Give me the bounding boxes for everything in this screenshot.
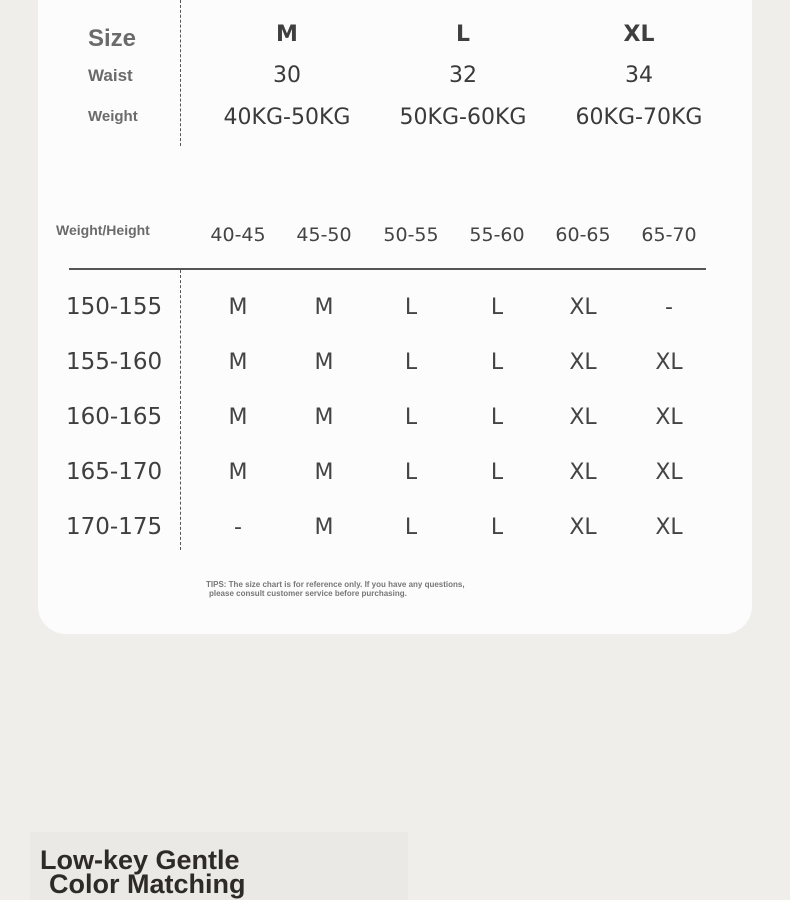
size-header-l: L: [455, 22, 471, 47]
recommended-size-cell: XL: [655, 460, 683, 485]
recommended-size-cell: L: [404, 460, 418, 485]
recommended-size-cell: L: [490, 515, 504, 540]
waist-value: 32: [449, 63, 477, 88]
weight-value: 50KG-60KG: [399, 105, 527, 130]
size-header-xl: XL: [623, 22, 655, 47]
waist-label: Waist: [88, 66, 133, 85]
recommended-size-cell: XL: [569, 295, 597, 320]
recommended-size-cell: M: [228, 295, 248, 320]
fit-table-divider: [180, 270, 181, 550]
recommended-size-cell: L: [404, 350, 418, 375]
recommended-size-cell: L: [404, 295, 418, 320]
recommended-size-cell: M: [228, 460, 248, 485]
waist-value: 30: [273, 63, 301, 88]
recommended-size-cell: M: [228, 405, 248, 430]
recommended-size-cell: -: [665, 295, 673, 320]
height-range-label: 155-160: [66, 349, 163, 375]
recommended-size-cell: L: [490, 295, 504, 320]
recommended-size-cell: M: [314, 515, 334, 540]
weight-height-label: Weight/Height: [56, 222, 150, 238]
recommended-size-cell: M: [314, 295, 334, 320]
weight-range-header: 55-60: [469, 224, 525, 246]
weight-range-header: 65-70: [641, 224, 697, 246]
height-range-label: 150-155: [66, 294, 163, 320]
recommended-size-cell: M: [314, 350, 334, 375]
size-table-divider: [180, 0, 181, 146]
recommended-size-cell: XL: [569, 515, 597, 540]
waist-value: 34: [625, 63, 653, 88]
weight-value: 40KG-50KG: [223, 105, 351, 130]
section-heading-line: Low-key Gentle: [40, 845, 240, 875]
weight-range-header: 45-50: [296, 224, 352, 246]
tips-note: [206, 581, 465, 598]
recommended-size-cell: XL: [655, 350, 683, 375]
recommended-size-cell: XL: [655, 405, 683, 430]
recommended-size-cell: L: [490, 405, 504, 430]
height-range-label: 165-170: [66, 459, 163, 485]
weight-range-header: 40-45: [210, 224, 266, 246]
height-range-label: 170-175: [66, 514, 163, 540]
section-heading: [40, 845, 246, 899]
recommended-size-cell: XL: [569, 405, 597, 430]
recommended-size-cell: -: [234, 515, 242, 540]
tips-line: TIPS: The size chart is for reference only. If you have any questions,: [206, 580, 465, 589]
weight-range-header: 60-65: [555, 224, 611, 246]
recommended-size-cell: L: [490, 350, 504, 375]
size-header-m: M: [276, 22, 298, 47]
recommended-size-cell: M: [228, 350, 248, 375]
section-heading-line: Color Matching: [49, 869, 246, 899]
recommended-size-cell: XL: [569, 460, 597, 485]
recommended-size-cell: XL: [569, 350, 597, 375]
weight-range-header: 50-55: [383, 224, 439, 246]
weight-label: Weight: [88, 108, 138, 125]
size-label: Size: [88, 25, 137, 52]
weight-value: 60KG-70KG: [575, 105, 703, 130]
recommended-size-cell: L: [404, 405, 418, 430]
height-range-label: 160-165: [66, 404, 163, 430]
recommended-size-cell: M: [314, 460, 334, 485]
recommended-size-cell: XL: [655, 515, 683, 540]
fit-table-header-rule: [69, 268, 706, 270]
recommended-size-cell: M: [314, 405, 334, 430]
recommended-size-cell: L: [490, 460, 504, 485]
recommended-size-cell: L: [404, 515, 418, 540]
tips-line: please consult customer service before purchasing.: [209, 588, 407, 598]
